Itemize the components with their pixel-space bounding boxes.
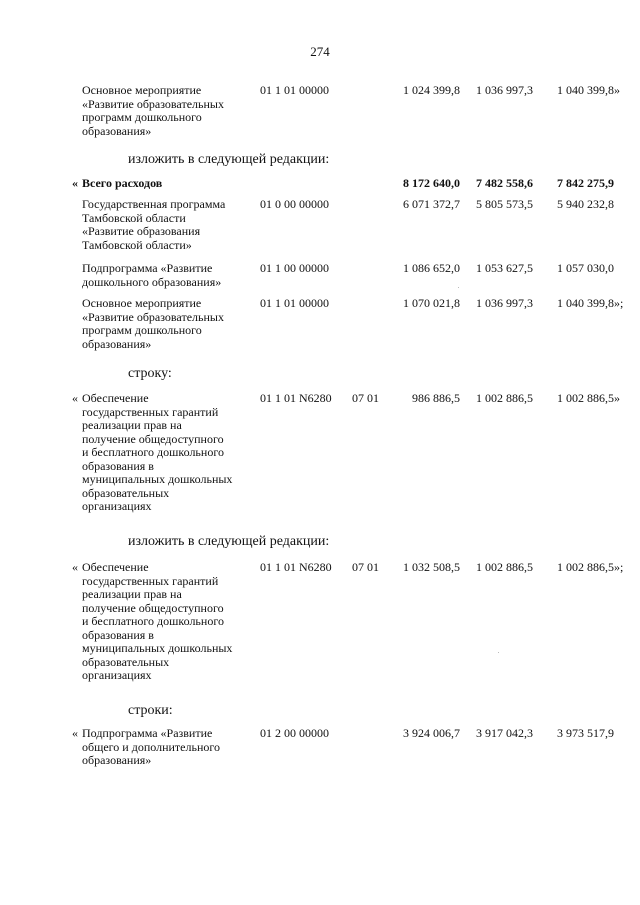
row-value-2: 3 917 042,3 — [476, 726, 533, 740]
row-code: 01 1 01 00000 — [260, 296, 329, 310]
instruction-heading: строку: — [128, 366, 172, 381]
row-name: Обеспечение государственных гарантий реализации прав на получение общедоступного и бесплатного дошкольного образования в муниципальных дошкольных образовательных организациях — [82, 560, 233, 682]
row-value-2: 5 805 573,5 — [476, 197, 533, 211]
row-code: 01 1 01 N6280 — [260, 560, 332, 574]
row-code: 01 0 00 00000 — [260, 197, 329, 211]
row-value-2: 7 482 558,6 — [476, 176, 533, 190]
instruction-heading: изложить в следующей редакции: — [128, 152, 330, 167]
row-value-1: 1 032 508,5 — [403, 560, 460, 574]
instruction-heading: изложить в следующей редакции: — [128, 534, 330, 549]
scan-speck — [498, 652, 499, 653]
row-value-2: 1 053 627,5 — [476, 261, 533, 275]
row-closing-quote: »; — [614, 296, 624, 310]
row-value-3: 7 842 275,9 — [557, 176, 614, 190]
instruction-heading: строки: — [128, 703, 173, 718]
row-code: 01 1 01 00000 — [260, 83, 329, 97]
row-name: Государственная программа Тамбовской области «Развитие образования Тамбовской области» — [82, 197, 226, 252]
row-section: 07 01 — [352, 391, 379, 405]
row-value-3: 5 940 232,8 — [557, 197, 614, 211]
row-value-1: 8 172 640,0 — [403, 176, 460, 190]
row-opening-quote: « — [72, 176, 78, 190]
row-value-2: 1 002 886,5 — [476, 560, 533, 574]
row-section: 07 01 — [352, 560, 379, 574]
row-code: 01 2 00 00000 — [260, 726, 329, 740]
row-value-3: 3 973 517,9 — [557, 726, 614, 740]
row-opening-quote: « — [72, 391, 78, 405]
row-name: Подпрограмма «Развитие общего и дополнительного образования» — [82, 726, 220, 767]
row-closing-quote: » — [614, 391, 620, 405]
row-name: Обеспечение государственных гарантий реализации прав на получение общедоступного и бесплатного дошкольного образования в муниципальных дошкольных образовательных организациях — [82, 391, 233, 513]
row-value-2: 1 002 886,5 — [476, 391, 533, 405]
row-closing-quote: »; — [614, 560, 624, 574]
row-value-3: 1 002 886,5 — [557, 391, 614, 405]
row-name: Основное мероприятие «Развитие образовательных программ дошкольного образования» — [82, 296, 224, 351]
page-number: 274 — [310, 44, 330, 59]
row-value-1: 3 924 006,7 — [403, 726, 460, 740]
row-value-1: 986 886,5 — [412, 391, 460, 405]
row-code: 01 1 01 N6280 — [260, 391, 332, 405]
row-closing-quote: » — [614, 83, 620, 97]
row-value-3: 1 040 399,8 — [557, 296, 614, 310]
row-name: Всего расходов — [82, 176, 163, 190]
row-name: Основное мероприятие «Развитие образовательных программ дошкольного образования» — [82, 83, 224, 138]
row-value-3: 1 057 030,0 — [557, 261, 614, 275]
row-value-1: 1 070 021,8 — [403, 296, 460, 310]
row-code: 01 1 00 00000 — [260, 261, 329, 275]
scan-speck — [458, 287, 459, 288]
row-opening-quote: « — [72, 726, 78, 740]
row-value-3: 1 002 886,5 — [557, 560, 614, 574]
row-name: Подпрограмма «Развитие дошкольного образования» — [82, 261, 222, 289]
row-value-1: 1 024 399,8 — [403, 83, 460, 97]
row-value-3: 1 040 399,8 — [557, 83, 614, 97]
row-value-2: 1 036 997,3 — [476, 296, 533, 310]
row-value-1: 1 086 652,0 — [403, 261, 460, 275]
row-value-1: 6 071 372,7 — [403, 197, 460, 211]
row-value-2: 1 036 997,3 — [476, 83, 533, 97]
row-opening-quote: « — [72, 560, 78, 574]
